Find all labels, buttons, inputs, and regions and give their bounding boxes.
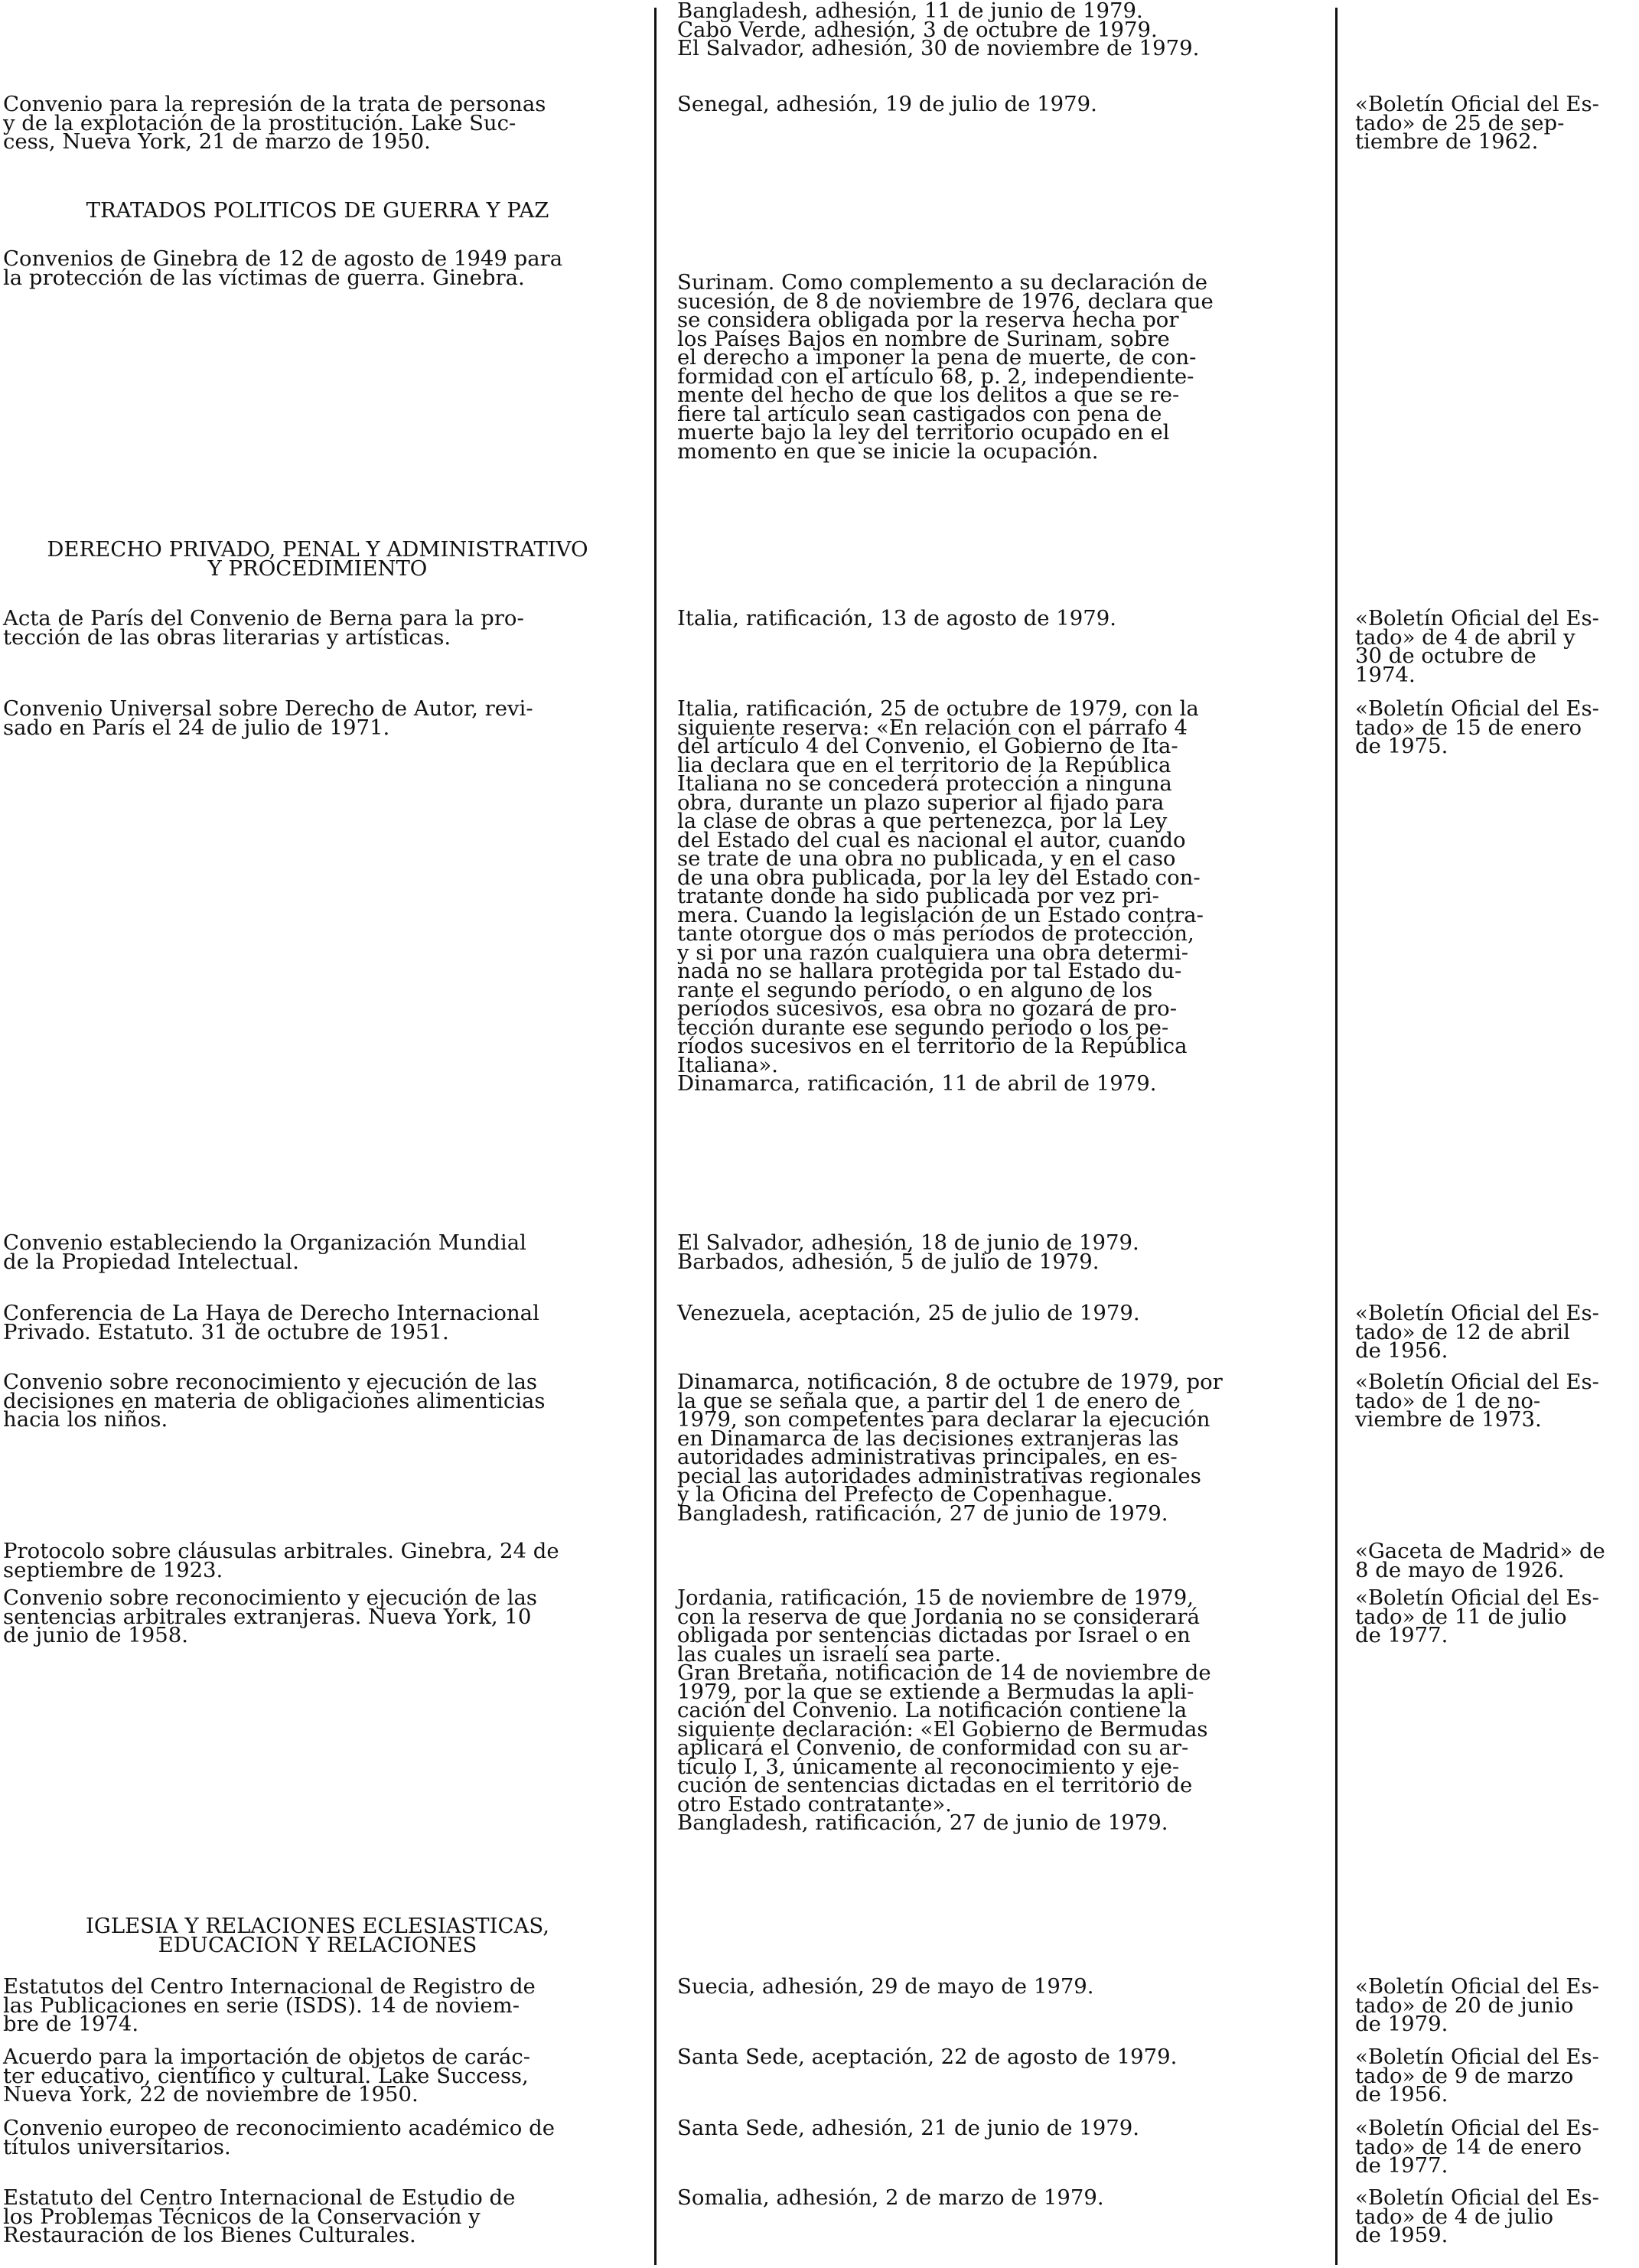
- treaty-bienes-culturales: Estatuto del Centro Internacional de Estudio de los Problemas Técnicos de la Conservación y Restauración de los Bienes Culturales.: [3, 2185, 516, 2247]
- action-dinamarca: Dinamarca, notificación, 8 de octubre de 1979, por la que se señala que, a partir del 1 de enero de 1979, son competentes para declarar la ejecución en Dinamarca de las decisiones extranjeras las autoridades administrativas principales, en es- pecial las autoridades administrativas regionales y la Oficina del Prefecto de Copenhague. Bangladesh, ratificación, 27 de junio de 1979.: [677, 1370, 1223, 1526]
- action-jordania: Jordania, ratificación, 15 de noviembre de 1979, con la reserva de que Jordania no se considerará obligada por sentencias dictadas por Israel o en las cuales un israelí sea parte. Gran Bretaña, notificación de 14 de noviembre de 1979, por la que se extiende a Bermudas la apli- cación del Convenio. La notificación contiene la siguiente declaración: «El Gobierno de Bermudas aplicará el Convenio, de conformidad con su ar- tículo I, 3, únicamente al reconocimiento y eje- cución de sentencias dictadas en el territorio de otro Estado contratante». Bangladesh, ratificación, 27 de junio de 1979.: [677, 1585, 1211, 1835]
- actions-ompi: El Salvador, adhesión, 18 de junio de 1979. Barbados, adhesión, 5 de julio de 1979.: [677, 1230, 1139, 1274]
- treaty-ginebra: Convenios de Ginebra de 12 de agosto de 1949 para la protección de las víctimas de guerra. Ginebra.: [3, 246, 563, 290]
- reference-boe-1979: «Boletín Oficial del Es- tado» de 20 de junio de 1979.: [1355, 1974, 1599, 2036]
- treaty-obligaciones-alimenticias: Convenio sobre reconocimiento y ejecución de las decisiones en materia de obligaciones alimenticias hacia los niños.: [3, 1370, 546, 1432]
- reference-boe-1956-abril: «Boletín Oficial del Es- tado» de 12 de abril de 1956.: [1355, 1301, 1599, 1363]
- reference-boe-1975: «Boletín Oficial del Es- tado» de 15 de enero de 1975.: [1355, 696, 1599, 758]
- action-venezuela: Venezuela, aceptación, 25 de julio de 1979.: [677, 1301, 1140, 1325]
- reference-gaceta-1926: «Gaceta de Madrid» de 8 de mayo de 1926.: [1355, 1539, 1605, 1582]
- section-heading-derecho: DERECHO PRIVADO, PENAL Y ADMINISTRATIVO Y PROCEDIMIENTO: [47, 537, 588, 581]
- treaty-ompi: Convenio estableciendo la Organización Mundial de la Propiedad Intelectual.: [3, 1230, 526, 1274]
- treaty-importacion-objetos: Acuerdo para la importación de objetos de carác- ter educativo, científico y cultural. Lake Success, Nueva York, 22 de noviembre de 1950.: [3, 2045, 531, 2107]
- action-santa-sede-adhesion: Santa Sede, adhesión, 21 de junio de 1979.: [677, 2116, 1139, 2140]
- treaty-reconocimiento-academico: Convenio europeo de reconocimiento académico de títulos universitarios.: [3, 2116, 555, 2159]
- column-divider-left: [654, 8, 657, 2265]
- action-santa-sede-aceptacion: Santa Sede, aceptación, 22 de agosto de 1979.: [677, 2045, 1178, 2069]
- section-heading-iglesia: IGLESIA Y RELACIONES ECLESIASTICAS, EDUCACION Y RELACIONES: [86, 1914, 549, 1957]
- reference-boe-1962: «Boletín Oficial del Es- tado» de 25 de sep- tiembre de 1962.: [1355, 92, 1599, 154]
- treaty-sentencias-arbitrales: Convenio sobre reconocimiento y ejecución de las sentencias arbitrales extranjeras. Nueva York, 10 de junio de 1958.: [3, 1585, 538, 1647]
- treaty-protocolo-arbitral: Protocolo sobre cláusulas arbitrales. Ginebra, 24 de septiembre de 1923.: [3, 1539, 559, 1582]
- column-divider-right: [1335, 8, 1338, 2265]
- treaty-berna: Acta de París del Convenio de Berna para la pro- tección de las obras literarias y artísticas.: [3, 606, 524, 650]
- action-senegal: Senegal, adhesión, 19 de julio de 1979.: [677, 92, 1097, 116]
- actions-top: Bangladesh, adhesión, 11 de junio de 1979. Cabo Verde, adhesión, 3 de octubre de 1979. El Salvador, adhesión, 30 de noviembre de 1979.: [677, 0, 1200, 60]
- action-somalia: Somalia, adhesión, 2 de marzo de 1979.: [677, 2185, 1104, 2210]
- reference-boe-1973: «Boletín Oficial del Es- tado» de 1 de no- viembre de 1973.: [1355, 1370, 1599, 1432]
- reference-boe-1956-marzo: «Boletín Oficial del Es- tado» de 9 de marzo de 1956.: [1355, 2045, 1599, 2107]
- reference-boe-1977-julio: «Boletín Oficial del Es- tado» de 11 de julio de 1977.: [1355, 1585, 1599, 1647]
- action-surinam: Surinam. Como complemento a su declaración de sucesión, de 8 de noviembre de 1976, declara que se considera obligada por la reserva hecha por los Países Bajos en nombre de Surinam, sobre el derecho a imponer la pena de muerte, de con- formidad con el artículo 68, p. 2, independiente- mente del hecho de que los delitos a que se re- fiere tal artículo sean castigados con pena de muerte bajo la ley del territorio ocupado en el momento en que se inicie la ocupación.: [677, 270, 1214, 464]
- action-italia-autor: Italia, ratificación, 25 de octubre de 1979, con la siguiente reserva: «En relación con el párrafo 4 del artículo 4 del Convenio, el Gobierno de Ita- lia declara que en el territorio de la República Italiana no se concederá protección a ninguna obra, durante un plazo superior al fijado para la clase de obras a que pertenezca, por la Ley del Estado del cual es nacional el autor, cuando se trate de una obra no publicada, y en el caso de una obra publicada, por la ley del Estado con- tratante donde ha sido publicada por vez pri- mera. Cuando la legislación de un Estado contra- tante otorgue dos o más períodos de protección, y si por una razón cualquiera una obra determi- nada no se hallara protegida por tal Estado du- rante el segundo período, o en alguno de los períodos sucesivos, esa obra no gozará de pro- tección durante ese segundo período o los pe- ríodos sucesivos en el territorio de la República Italiana». Dinamarca, ratificación, 11 de abril de 1979.: [677, 696, 1204, 1096]
- reference-boe-1977-enero: «Boletín Oficial del Es- tado» de 14 de enero de 1977.: [1355, 2116, 1599, 2178]
- reference-boe-1974: «Boletín Oficial del Es- tado» de 4 de abril y 30 de octubre de 1974.: [1355, 606, 1599, 687]
- treaty-trata: Convenio para la represión de la trata de personas y de la explotación de la prostitución. Lake Suc- cess, Nueva York, 21 de marzo de 1950.: [3, 92, 546, 154]
- action-suecia: Suecia, adhesión, 29 de mayo de 1979.: [677, 1974, 1094, 1999]
- treaty-isds: Estatutos del Centro Internacional de Registro de las Publicaciones en serie (ISDS). 14 de noviem- bre de 1974.: [3, 1974, 536, 2036]
- action-italia-berna: Italia, ratificación, 13 de agosto de 1979.: [677, 606, 1116, 631]
- reference-boe-1959: «Boletín Oficial del Es- tado» de 4 de julio de 1959.: [1355, 2185, 1599, 2247]
- treaty-derecho-autor: Convenio Universal sobre Derecho de Autor, revi- sado en París el 24 de julio de 1971.: [3, 696, 533, 740]
- section-heading-tratados: TRATADOS POLITICOS DE GUERRA Y PAZ: [86, 198, 549, 223]
- treaty-la-haya: Conferencia de La Haya de Derecho Internacional Privado. Estatuto. 31 de octubre de 1951.: [3, 1301, 539, 1344]
